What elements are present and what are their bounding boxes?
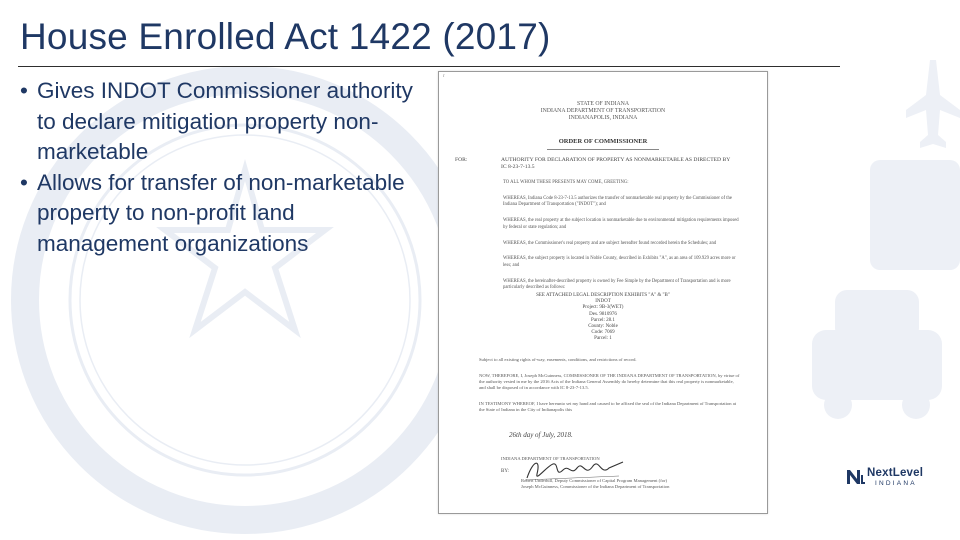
brand-subtitle: INDIANA [875, 480, 917, 487]
doc-header [439, 101, 767, 122]
doc-whereas-lead: WHEREAS, [503, 278, 527, 284]
car-icon [812, 290, 942, 419]
doc-parcel-line: County: Noble [588, 324, 618, 330]
doc-signer-line: Joseph McGuinness, Commissioner of the Indiana Department of Transportation [521, 483, 670, 489]
nextlevel-mark-icon [845, 467, 865, 487]
title-underline [18, 66, 840, 67]
doc-for-text: AUTHORITY FOR DECLARATION OF PROPERTY AS NONMARKETABLE AS DIRECTED BY IC 8-23-7-13.5 [501, 157, 731, 170]
doc-now-therefore: NOW, THEREFORE, I, Joseph McGuinness, COMMISSIONER OF THE INDIANA DEPARTMENT OF TRANSPORTATION, by virtue of the authority vested in me by the 2016 Acts of the Indiana General Assembly do hereby determine that this real property is nonmarketable, and shall be disposed of in accordance with IC 8-23-7-13.5. [479, 372, 740, 391]
doc-whereas [503, 196, 743, 209]
bullet-marker: • [20, 78, 28, 103]
doc-by-label: BY: [501, 469, 509, 474]
doc-whereas-lead: WHEREAS, [503, 195, 527, 201]
doc-whereas [503, 241, 743, 247]
doc-parcel-line: Project: 9B-3(WET) [582, 305, 624, 311]
doc-parcel-line: INDOT [595, 299, 611, 305]
bullet-marker: • [20, 169, 28, 195]
doc-header-line: STATE OF INDIANA [576, 101, 630, 107]
brand-name: NextLevel [867, 467, 924, 479]
nextlevel-indiana-logo [845, 465, 947, 489]
doc-see-attached: SEE ATTACHED LEGAL DESCRIPTION EXHIBITS "A" & "B" [536, 293, 670, 298]
airplane-icon [906, 60, 960, 148]
doc-header-line: INDIANA DEPARTMENT OF TRANSPORTATION [540, 108, 666, 114]
doc-whereas-text: the Commissioner's real property and are subject hereafter found recorded herein the Schedules; and [528, 240, 717, 246]
doc-whereas [503, 279, 743, 292]
slide-title: House Enrolled Act 1422 (2017) [20, 16, 551, 57]
doc-whereas [503, 218, 743, 231]
doc-legal-description [439, 293, 767, 343]
doc-greeting: TO ALL WHOM THESE PRESENTS MAY COME, GREETING: [503, 180, 629, 185]
bullet-text: Allows for transfer of non-marketable property to non-profit land management organizations [37, 169, 405, 256]
doc-signer-line: Robert Underhill, Deputy Commissioner of Capital Program Management (for) [521, 478, 668, 483]
doc-whereas-lead: WHEREAS, [503, 240, 527, 246]
doc-date-line [509, 431, 573, 439]
doc-for-label: FOR: [455, 157, 468, 163]
doc-parcel-line: Code: 7069 [591, 330, 615, 336]
bullet-text: Gives INDOT Commissioner authority to declare mitigation property non-marketable [37, 78, 413, 164]
doc-whereas-lead: WHEREAS, [503, 256, 527, 262]
doc-whereas-text: Indiana Code 8-23-7-13.5 authorizes the transfer of nonmarketable real property by the Commissioner of the Indiana Department of Transportation ("INDOT"); and [503, 195, 732, 208]
truck-icon [870, 160, 960, 270]
doc-whereas-text: the subject property is located in Noble County, described in Exhibits "A", as an area of 109.929 acres more or less; and [503, 256, 736, 268]
doc-parcel-line: Parcel: 1 [594, 336, 612, 342]
bullet-list [20, 76, 420, 259]
doc-parcel-line: Parcel: 28.1 [591, 317, 615, 323]
doc-corner-mark: r [443, 74, 445, 79]
doc-year: , 2018. [553, 431, 573, 439]
bullet-item [20, 76, 420, 168]
bullet-item [20, 168, 420, 260]
doc-header-line: INDIANAPOLIS, INDIANA [568, 115, 638, 121]
doc-title-rule [547, 149, 659, 150]
doc-whereas-text: the real property at the subject location is nonmarketable due to environmental mitigation requirements imposed by federal or state regulation; and [503, 218, 739, 230]
doc-body [503, 180, 743, 301]
doc-whereas-text: the hereinafter-described property is owned by Fee Simple by the Department of Transportation and is more particularly described as follows: [503, 278, 731, 291]
doc-whereas-lead: WHEREAS, [503, 218, 527, 224]
doc-handwritten-date: 26th day of July [509, 431, 554, 439]
doc-order-title: ORDER OF COMMISSIONER [558, 138, 648, 145]
doc-subject-line: Subject to all existing rights of-way, easements, conditions, and restrictions of record. [479, 357, 637, 362]
doc-indot-line: INDIANA DEPARTMENT OF TRANSPORTATION [501, 456, 600, 461]
doc-closing [479, 357, 741, 423]
doc-parcel-line: Des. 9810976 [589, 311, 617, 317]
doc-signer-block [521, 478, 669, 489]
doc-testimony: IN TESTIMONY WHEREOF, I have hereunto set my hand and caused to be affixed the seal of the Indiana Department of Transportation at the State of Indiana in the City of Indianapolis this [479, 400, 737, 413]
doc-whereas [503, 256, 743, 269]
commissioner-order-document [438, 71, 768, 514]
